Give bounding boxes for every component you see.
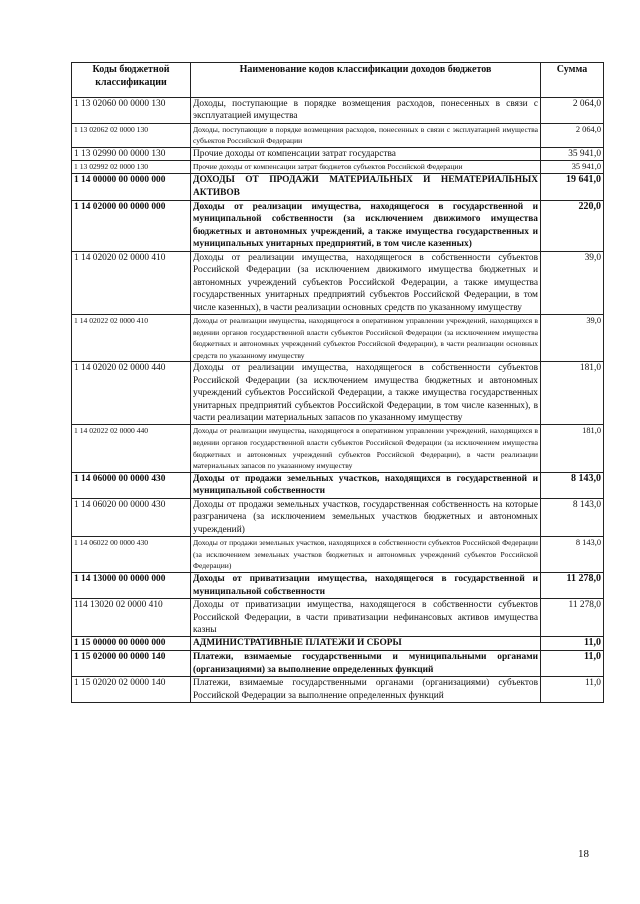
row-code: 1 14 06000 00 0000 430 xyxy=(72,472,191,498)
row-code: 1 14 06022 00 0000 430 xyxy=(72,537,191,573)
row-name: Доходы от реализации имущества, находящегося в собственности субъектов Российской Федерации (за исключением движимого имущества бюджетных и автономных учреждений субъектов Российской Федерации, а также имущества государственных унитарных предприятий субъектов Российской Федерации, в том числе казенных), в части реализации основных средств по указанному имуществу xyxy=(191,251,541,314)
page-number: 18 xyxy=(578,848,589,860)
row-sum: 8 143,0 xyxy=(541,472,604,498)
row-name: АДМИНИСТРАТИВНЫЕ ПЛАТЕЖИ И СБОРЫ xyxy=(191,637,541,651)
header-name: Наименование кодов классификации доходов бюджетов xyxy=(191,63,541,98)
row-name: Доходы от реализации имущества, находящегося в собственности субъектов Российской Федерации (за исключением имущества бюджетных и автономных учреждений субъектов Российской Федерации, а также имущества государственных унитарных предприятий субъектов Российской Федерации, в том числе казенных), в части реализации материальных запасов по указанному имуществу xyxy=(191,362,541,425)
row-code: 1 13 02990 00 0000 130 xyxy=(72,148,191,161)
row-name: Доходы от реализации имущества, находящегося в оперативном управлении учреждений, находящихся в ведении органов государственной власти субъектов Российской Федерации (за исключением имущества бюджетных и автономных учреждений субъектов Российской Федерации), в части реализации основных средств по указанному имуществу xyxy=(191,315,541,362)
table-row xyxy=(72,599,604,637)
row-code: 1 14 02000 00 0000 000 xyxy=(72,200,191,251)
row-sum: 2 064,0 xyxy=(541,98,604,124)
row-name: Платежи, взимаемые государственными и муниципальными органами (организациями) за выполнение определенных функций xyxy=(191,650,541,676)
row-sum: 181,0 xyxy=(541,425,604,472)
row-code: 114 13020 02 0000 410 xyxy=(72,599,191,637)
row-code: 1 14 06020 00 0000 430 xyxy=(72,498,191,536)
row-name: Доходы от реализации имущества, находящегося в оперативном управлении учреждений, находящихся в ведении органов государственной власти субъектов Российской Федерации (за исключением имущества бюджетных и автономных учреждений субъектов Российской Федерации), в части реализации материальных запасов по указанному имуществу xyxy=(191,425,541,472)
budget-classification-table xyxy=(71,62,604,703)
row-sum: 11,0 xyxy=(541,677,604,703)
row-name: Доходы, поступающие в порядке возмещения расходов, понесенных в связи с эксплуатацией имущества субъектов Российской Федерации xyxy=(191,123,541,147)
row-sum: 39,0 xyxy=(541,315,604,362)
table-row xyxy=(72,425,604,472)
table-header-row xyxy=(72,63,604,98)
row-name: Доходы от продажи земельных участков, находящихся в государственной и муниципальной собственности xyxy=(191,472,541,498)
row-name: ДОХОДЫ ОТ ПРОДАЖИ МАТЕРИАЛЬНЫХ И НЕМАТЕРИАЛЬНЫХ АКТИВОВ xyxy=(191,174,541,200)
table-row xyxy=(72,123,604,147)
table-row xyxy=(72,98,604,124)
row-name: Прочие доходы от компенсации затрат бюджетов субъектов Российской Федерации xyxy=(191,161,541,174)
row-sum: 8 143,0 xyxy=(541,537,604,573)
row-code: 1 14 00000 00 0000 000 xyxy=(72,174,191,200)
row-sum: 39,0 xyxy=(541,251,604,314)
row-name: Доходы от продажи земельных участков, находящихся в собственности субъектов Российской Федерации (за исключением земельных участков бюджетных и автономных учреждений субъектов Российской Федерации) xyxy=(191,537,541,573)
row-sum: 8 143,0 xyxy=(541,498,604,536)
row-sum: 19 641,0 xyxy=(541,174,604,200)
table-row xyxy=(72,650,604,676)
row-code: 1 13 02992 02 0000 130 xyxy=(72,161,191,174)
row-code: 1 15 00000 00 0000 000 xyxy=(72,637,191,651)
row-code: 1 13 02062 02 0000 130 xyxy=(72,123,191,147)
row-name: Платежи, взимаемые государственными органами (организациями) субъектов Российской Федерации за выполнение определенных функций xyxy=(191,677,541,703)
table-row xyxy=(72,677,604,703)
header-sum: Сумма xyxy=(541,63,604,98)
table-row xyxy=(72,251,604,314)
row-sum: 35 941,0 xyxy=(541,161,604,174)
row-code: 1 14 13000 00 0000 000 xyxy=(72,572,191,598)
row-name: Доходы от реализации имущества, находящегося в государственной и муниципальной собственности (за исключением движимого имущества бюджетных и автономных учреждений, а также имущества государственных и муниципальных унитарных предприятий, в том числе казенных) xyxy=(191,200,541,251)
row-sum: 11 278,0 xyxy=(541,599,604,637)
row-code: 1 14 02020 02 0000 440 xyxy=(72,362,191,425)
table-row xyxy=(72,200,604,251)
table-row xyxy=(72,362,604,425)
row-sum: 11,0 xyxy=(541,637,604,651)
row-sum: 11,0 xyxy=(541,650,604,676)
row-code: 1 14 02022 02 0000 440 xyxy=(72,425,191,472)
row-code: 1 14 02022 02 0000 410 xyxy=(72,315,191,362)
table-row xyxy=(72,572,604,598)
row-name: Прочие доходы от компенсации затрат государства xyxy=(191,148,541,161)
row-sum: 11 278,0 xyxy=(541,572,604,598)
row-name: Доходы от приватизации имущества, находящегося в собственности субъектов Российской Федерации, в части приватизации нефинансовых активов имущества казны xyxy=(191,599,541,637)
row-name: Доходы от продажи земельных участков, государственная собственность на которые разграничена (за исключением земельных участков бюджетных и автономных учреждений) xyxy=(191,498,541,536)
row-code: 1 15 02000 00 0000 140 xyxy=(72,650,191,676)
header-codes: Коды бюджетной классификации xyxy=(72,63,191,98)
row-code: 1 14 02020 02 0000 410 xyxy=(72,251,191,314)
row-sum: 220,0 xyxy=(541,200,604,251)
row-name: Доходы, поступающие в порядке возмещения расходов, понесенных в связи с эксплуатацией имущества xyxy=(191,98,541,124)
table-row xyxy=(72,637,604,651)
row-sum: 181,0 xyxy=(541,362,604,425)
table-body xyxy=(72,98,604,703)
table-row xyxy=(72,174,604,200)
table-row xyxy=(72,161,604,174)
table-row xyxy=(72,498,604,536)
table-row xyxy=(72,472,604,498)
row-sum: 2 064,0 xyxy=(541,123,604,147)
table-row xyxy=(72,148,604,161)
row-name: Доходы от приватизации имущества, находящегося в государственной и муниципальной собственности xyxy=(191,572,541,598)
row-sum: 35 941,0 xyxy=(541,148,604,161)
row-code: 1 13 02060 00 0000 130 xyxy=(72,98,191,124)
row-code: 1 15 02020 02 0000 140 xyxy=(72,677,191,703)
table-row xyxy=(72,315,604,362)
table-row xyxy=(72,537,604,573)
